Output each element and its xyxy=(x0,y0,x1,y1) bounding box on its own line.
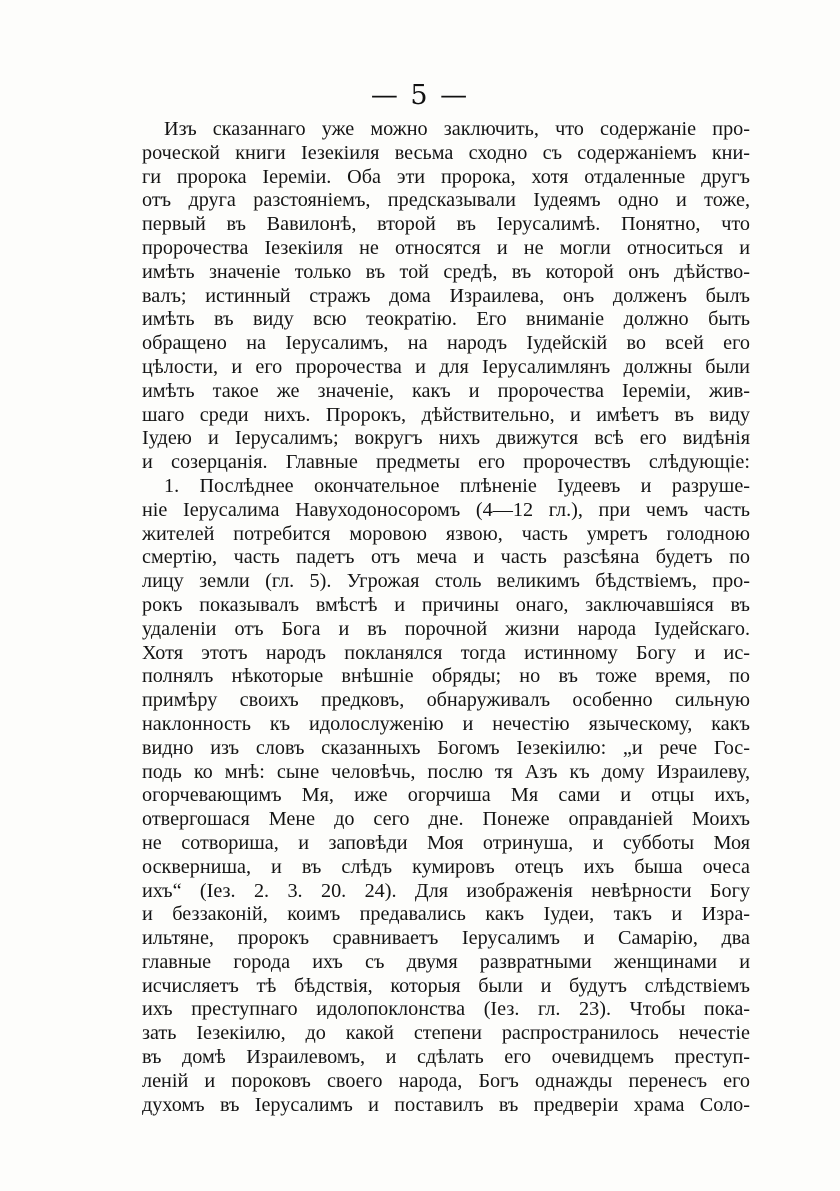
text-line: Изъ сказаннаго уже можно заключить, что содержаніе про- xyxy=(164,118,750,140)
text-line: огорчевающимъ Мя, иже огорчиша Мя сами и отцы ихъ, xyxy=(142,784,750,807)
text-line: видно изъ словъ сказанныхъ Богомъ Іезекіилю: „и рече Гос- xyxy=(142,736,750,759)
text-line: и беззаконій, коимъ предавались какъ Іудеи, такъ и Изра- xyxy=(142,903,750,926)
body-text xyxy=(142,118,750,1117)
text-line: удаленіи отъ Бога и въ порочной жизни народа Іудейскаго. xyxy=(142,617,750,640)
text-line: духомъ въ Іерусалимъ и поставилъ въ предверіи храма Соло- xyxy=(142,1093,750,1116)
text-line: имѣть значеніе только въ той средѣ, въ которой онъ дѣйство- xyxy=(142,260,750,283)
text-line: ихъ преступнаго идолопоклонства (Іез. гл. 23). Чтобы пока- xyxy=(142,998,750,1021)
text-line: роческой книги Іезекіиля весьма сходно съ содержаніемъ кни- xyxy=(142,141,750,164)
text-line: подь ко мнѣ: сыне человѣчь, послю тя Азъ къ дому Израилеву, xyxy=(142,760,750,783)
text-line: зать Іезекіилю, до какой степени распространилось нечестіе xyxy=(142,1022,750,1045)
text-line: имѣть такое же значеніе, какъ и пророчества Іереміи, жив- xyxy=(142,379,750,402)
text-line: отвергошася Мене до сего дне. Понеже оправданiей Моихъ xyxy=(142,808,750,831)
text-line: исчисляетъ тѣ бѣдствія, которыя были и будутъ слѣдствіемъ xyxy=(142,974,750,997)
text-line: не сотвориша, и заповѣди Моя отринуша, и субботы Моя xyxy=(142,831,750,854)
text-line: смертію, часть падетъ отъ меча и часть разсѣяна будетъ по xyxy=(142,546,750,569)
text-line: ихъ“ (Іез. 2. 3. 20. 24). Для изображенія невѣрности Богу xyxy=(142,879,750,902)
page-number: — 5 — xyxy=(370,80,470,111)
text-line: отъ друга разстояніемъ, предсказывали Іудеямъ одно и тоже, xyxy=(142,189,750,212)
text-line: полнялъ нѣкоторые внѣшніе обряды; но въ тоже время, по xyxy=(142,665,750,688)
text-line: ильтяне, пророкъ сравниваетъ Іерусалимъ и Самарію, два xyxy=(142,927,750,950)
text-line: и созерцанія. Главные предметы его пророчествъ слѣдующіе: xyxy=(142,451,750,474)
text-line: примѣру своихъ предковъ, обнаруживалъ особенно сильную xyxy=(142,689,750,712)
text-line: ніе Іерусалима Навуходоносоромъ (4—12 гл.), при чемъ часть xyxy=(142,498,750,521)
text-line: обращено на Іерусалимъ, на народъ Іудейскій во всей его xyxy=(142,332,750,355)
text-line: Іудею и Іерусалимъ; вокругъ нихъ движутся всѣ его видѣнія xyxy=(142,427,750,450)
text-line: оскверниша, и въ слѣдъ кумировъ отецъ ихъ быша очеса xyxy=(142,855,750,878)
text-line: ги пророка Іереміи. Оба эти пророка, хотя отдаленные другъ xyxy=(142,165,750,188)
text-line: первый въ Вавилонѣ, второй въ Іерусалимѣ. Понятно, что xyxy=(142,213,750,236)
text-line: главные города ихъ съ двумя развратными женщинами и xyxy=(142,950,750,973)
text-line: 1. Послѣднее окончательное плѣненіе Іудеевъ и разруше- xyxy=(164,474,750,497)
text-line: шаго среди нихъ. Пророкъ, дѣйствительно, и имѣетъ въ виду xyxy=(142,403,750,426)
text-line: жителей потребится моровою язвою, часть умретъ голодною xyxy=(142,522,750,545)
text-line: наклонность къ идолослуженію и нечестію языческому, какъ xyxy=(142,712,750,735)
text-line: лицу земли (гл. 5). Угрожая столь великимъ бѣдствіемъ, про- xyxy=(142,570,750,593)
text-line: Хотя этотъ народъ покланялся тогда истинному Богу и ис- xyxy=(142,641,750,664)
text-line: рокъ показывалъ вмѣстѣ и причины онаго, заключавшіяся въ xyxy=(142,593,750,616)
text-line: имѣть въ виду всю теократію. Его вниманіе должно быть xyxy=(142,308,750,331)
text-line: пророчества Іезекіиля не относятся и не могли относиться и xyxy=(142,236,750,259)
text-line: въ домѣ Израилевомъ, и сдѣлать его очевидцемъ преступ- xyxy=(142,1046,750,1069)
text-line: валъ; истинный стражъ дома Израилева, онъ долженъ былъ xyxy=(142,284,750,307)
text-line: леній и пороковъ своего народа, Богъ однажды перенесъ его xyxy=(142,1069,750,1092)
text-line: цѣлости, и его пророчества и для Іерусалимлянъ должны были xyxy=(142,355,750,378)
